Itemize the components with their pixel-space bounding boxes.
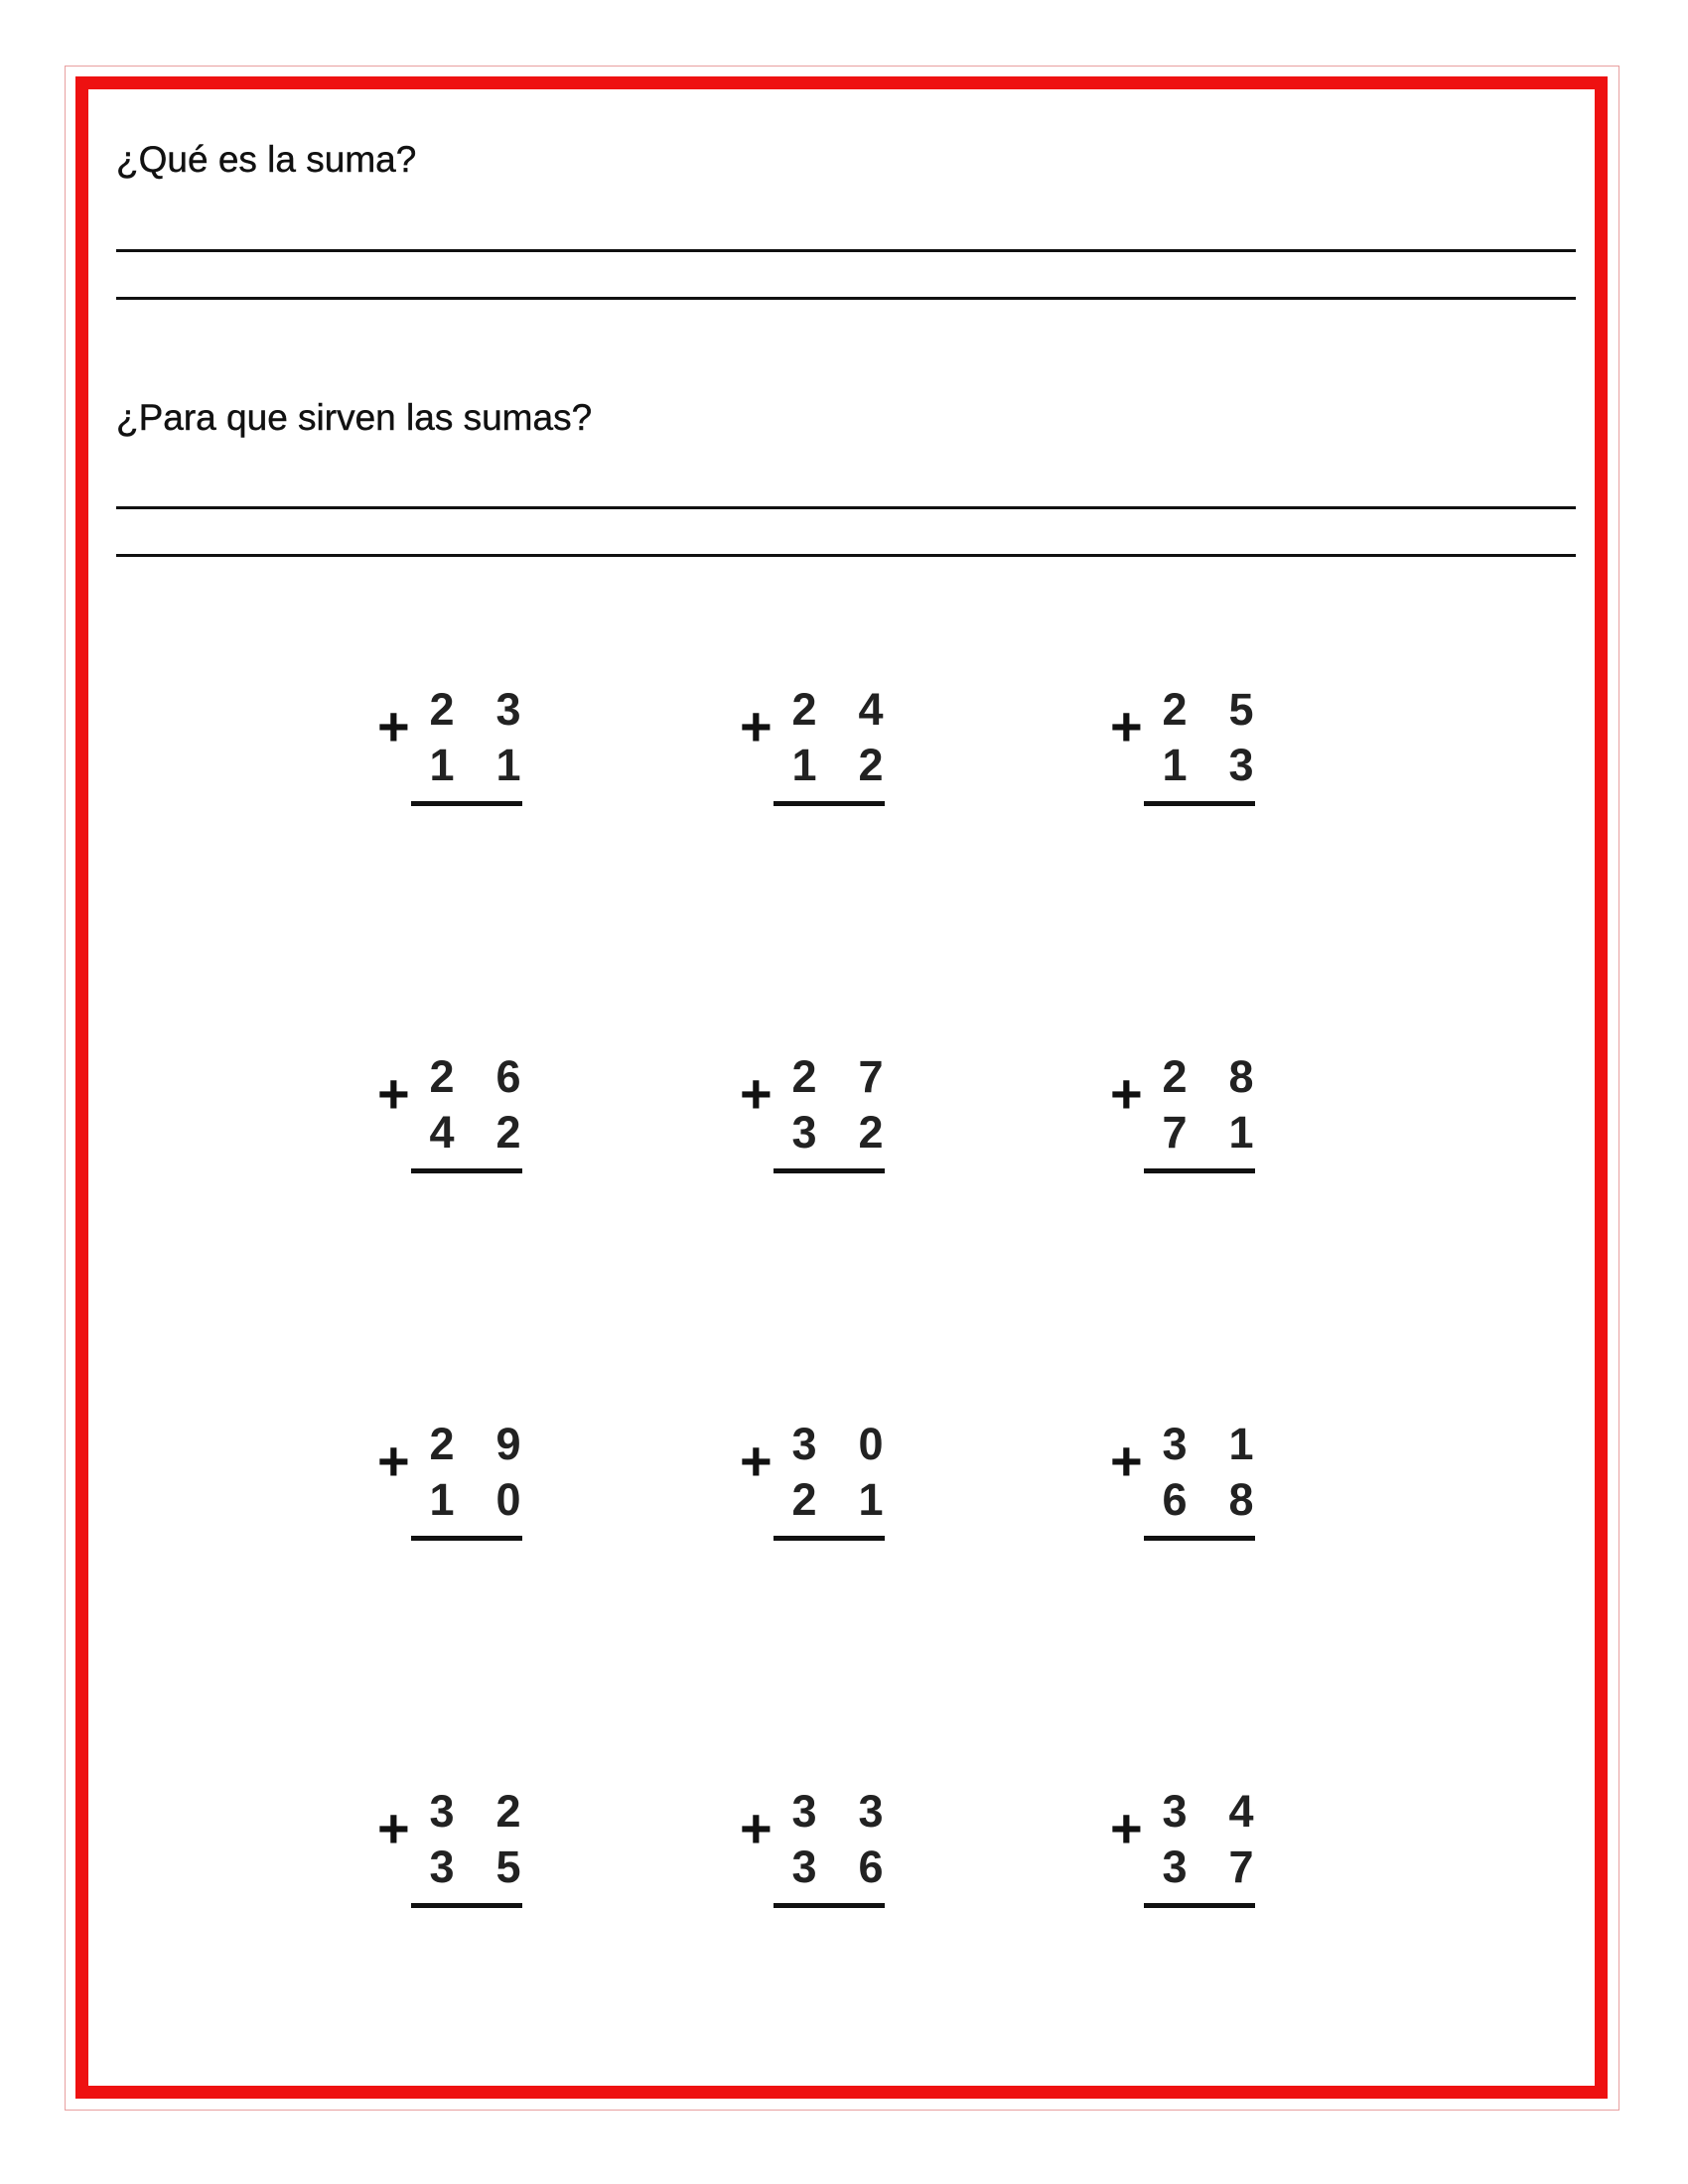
top-addend-digit: 3 xyxy=(791,1786,817,1837)
top-addend-digit: 6 xyxy=(495,1051,521,1102)
top-addend-digit: 2 xyxy=(429,1419,455,1469)
answer-line[interactable] xyxy=(116,297,1576,300)
top-addend-digit: 3 xyxy=(1162,1786,1188,1837)
sum-line[interactable] xyxy=(411,1903,522,1908)
top-addend-digit: 2 xyxy=(495,1786,521,1837)
sum-line[interactable] xyxy=(774,801,885,806)
sum-line[interactable] xyxy=(1144,1903,1255,1908)
sum-line[interactable] xyxy=(774,1903,885,1908)
plus-sign: + xyxy=(377,1430,410,1492)
addition-problem xyxy=(740,1419,899,1551)
top-addend-digit: 7 xyxy=(858,1051,884,1102)
top-addend-digit: 2 xyxy=(791,684,817,735)
plus-sign: + xyxy=(1110,695,1143,757)
answer-line[interactable] xyxy=(116,506,1576,509)
bottom-addend-digit: 6 xyxy=(1162,1474,1188,1525)
plus-sign: + xyxy=(377,1062,410,1125)
bottom-addend-digit: 1 xyxy=(429,1474,455,1525)
bottom-addend-digit: 5 xyxy=(495,1842,521,1892)
answer-line[interactable] xyxy=(116,249,1576,252)
sum-line[interactable] xyxy=(1144,1536,1255,1541)
bottom-addend-digit: 6 xyxy=(858,1842,884,1892)
top-addend-digit: 2 xyxy=(1162,1051,1188,1102)
plus-sign: + xyxy=(377,1797,410,1859)
addition-problem xyxy=(1110,1051,1269,1183)
bottom-addend-digit: 3 xyxy=(1162,1842,1188,1892)
bottom-addend-digit: 1 xyxy=(1162,740,1188,790)
addition-problem xyxy=(377,1786,536,1918)
top-addend-digit: 3 xyxy=(429,1786,455,1837)
question-what-is-addition: ¿Qué es la suma? xyxy=(116,139,417,180)
bottom-addend-digit: 0 xyxy=(495,1474,521,1525)
bottom-addend-digit: 1 xyxy=(791,740,817,790)
top-addend-digit: 3 xyxy=(495,684,521,735)
top-addend-digit: 2 xyxy=(429,1051,455,1102)
top-addend-digit: 2 xyxy=(791,1051,817,1102)
bottom-addend-digit: 8 xyxy=(1228,1474,1254,1525)
addition-problem xyxy=(1110,1786,1269,1918)
addition-problem xyxy=(740,684,899,816)
top-addend-digit: 8 xyxy=(1228,1051,1254,1102)
question-what-are-sums-for: ¿Para que sirven las sumas? xyxy=(116,397,593,438)
top-addend-digit: 9 xyxy=(495,1419,521,1469)
addition-problem xyxy=(740,1786,899,1918)
plus-sign: + xyxy=(740,695,773,757)
plus-sign: + xyxy=(740,1062,773,1125)
sum-line[interactable] xyxy=(411,1168,522,1173)
sum-line[interactable] xyxy=(1144,801,1255,806)
bottom-addend-digit: 2 xyxy=(858,1107,884,1158)
bottom-addend-digit: 3 xyxy=(791,1107,817,1158)
bottom-addend-digit: 3 xyxy=(429,1842,455,1892)
top-addend-digit: 5 xyxy=(1228,684,1254,735)
bottom-addend-digit: 1 xyxy=(858,1474,884,1525)
top-addend-digit: 2 xyxy=(1162,684,1188,735)
bottom-addend-digit: 2 xyxy=(791,1474,817,1525)
bottom-addend-digit: 3 xyxy=(1228,740,1254,790)
bottom-addend-digit: 1 xyxy=(429,740,455,790)
sum-line[interactable] xyxy=(1144,1168,1255,1173)
plus-sign: + xyxy=(377,695,410,757)
top-addend-digit: 3 xyxy=(1162,1419,1188,1469)
sum-line[interactable] xyxy=(774,1168,885,1173)
addition-problem xyxy=(1110,684,1269,816)
sum-line[interactable] xyxy=(774,1536,885,1541)
addition-problem xyxy=(1110,1419,1269,1551)
bottom-addend-digit: 4 xyxy=(429,1107,455,1158)
top-addend-digit: 3 xyxy=(858,1786,884,1837)
answer-line[interactable] xyxy=(116,554,1576,557)
bottom-addend-digit: 3 xyxy=(791,1842,817,1892)
addition-problem xyxy=(740,1051,899,1183)
bottom-addend-digit: 1 xyxy=(495,740,521,790)
plus-sign: + xyxy=(1110,1430,1143,1492)
plus-sign: + xyxy=(1110,1797,1143,1859)
plus-sign: + xyxy=(740,1430,773,1492)
top-addend-digit: 2 xyxy=(429,684,455,735)
addition-problem xyxy=(377,1051,536,1183)
bottom-addend-digit: 7 xyxy=(1228,1842,1254,1892)
plus-sign: + xyxy=(740,1797,773,1859)
bottom-addend-digit: 1 xyxy=(1228,1107,1254,1158)
plus-sign: + xyxy=(1110,1062,1143,1125)
bottom-addend-digit: 2 xyxy=(495,1107,521,1158)
bottom-addend-digit: 2 xyxy=(858,740,884,790)
top-addend-digit: 1 xyxy=(1228,1419,1254,1469)
sum-line[interactable] xyxy=(411,1536,522,1541)
addition-problem xyxy=(377,1419,536,1551)
top-addend-digit: 4 xyxy=(1228,1786,1254,1837)
sum-line[interactable] xyxy=(411,801,522,806)
top-addend-digit: 3 xyxy=(791,1419,817,1469)
top-addend-digit: 4 xyxy=(858,684,884,735)
addition-problem xyxy=(377,684,536,816)
bottom-addend-digit: 7 xyxy=(1162,1107,1188,1158)
top-addend-digit: 0 xyxy=(858,1419,884,1469)
